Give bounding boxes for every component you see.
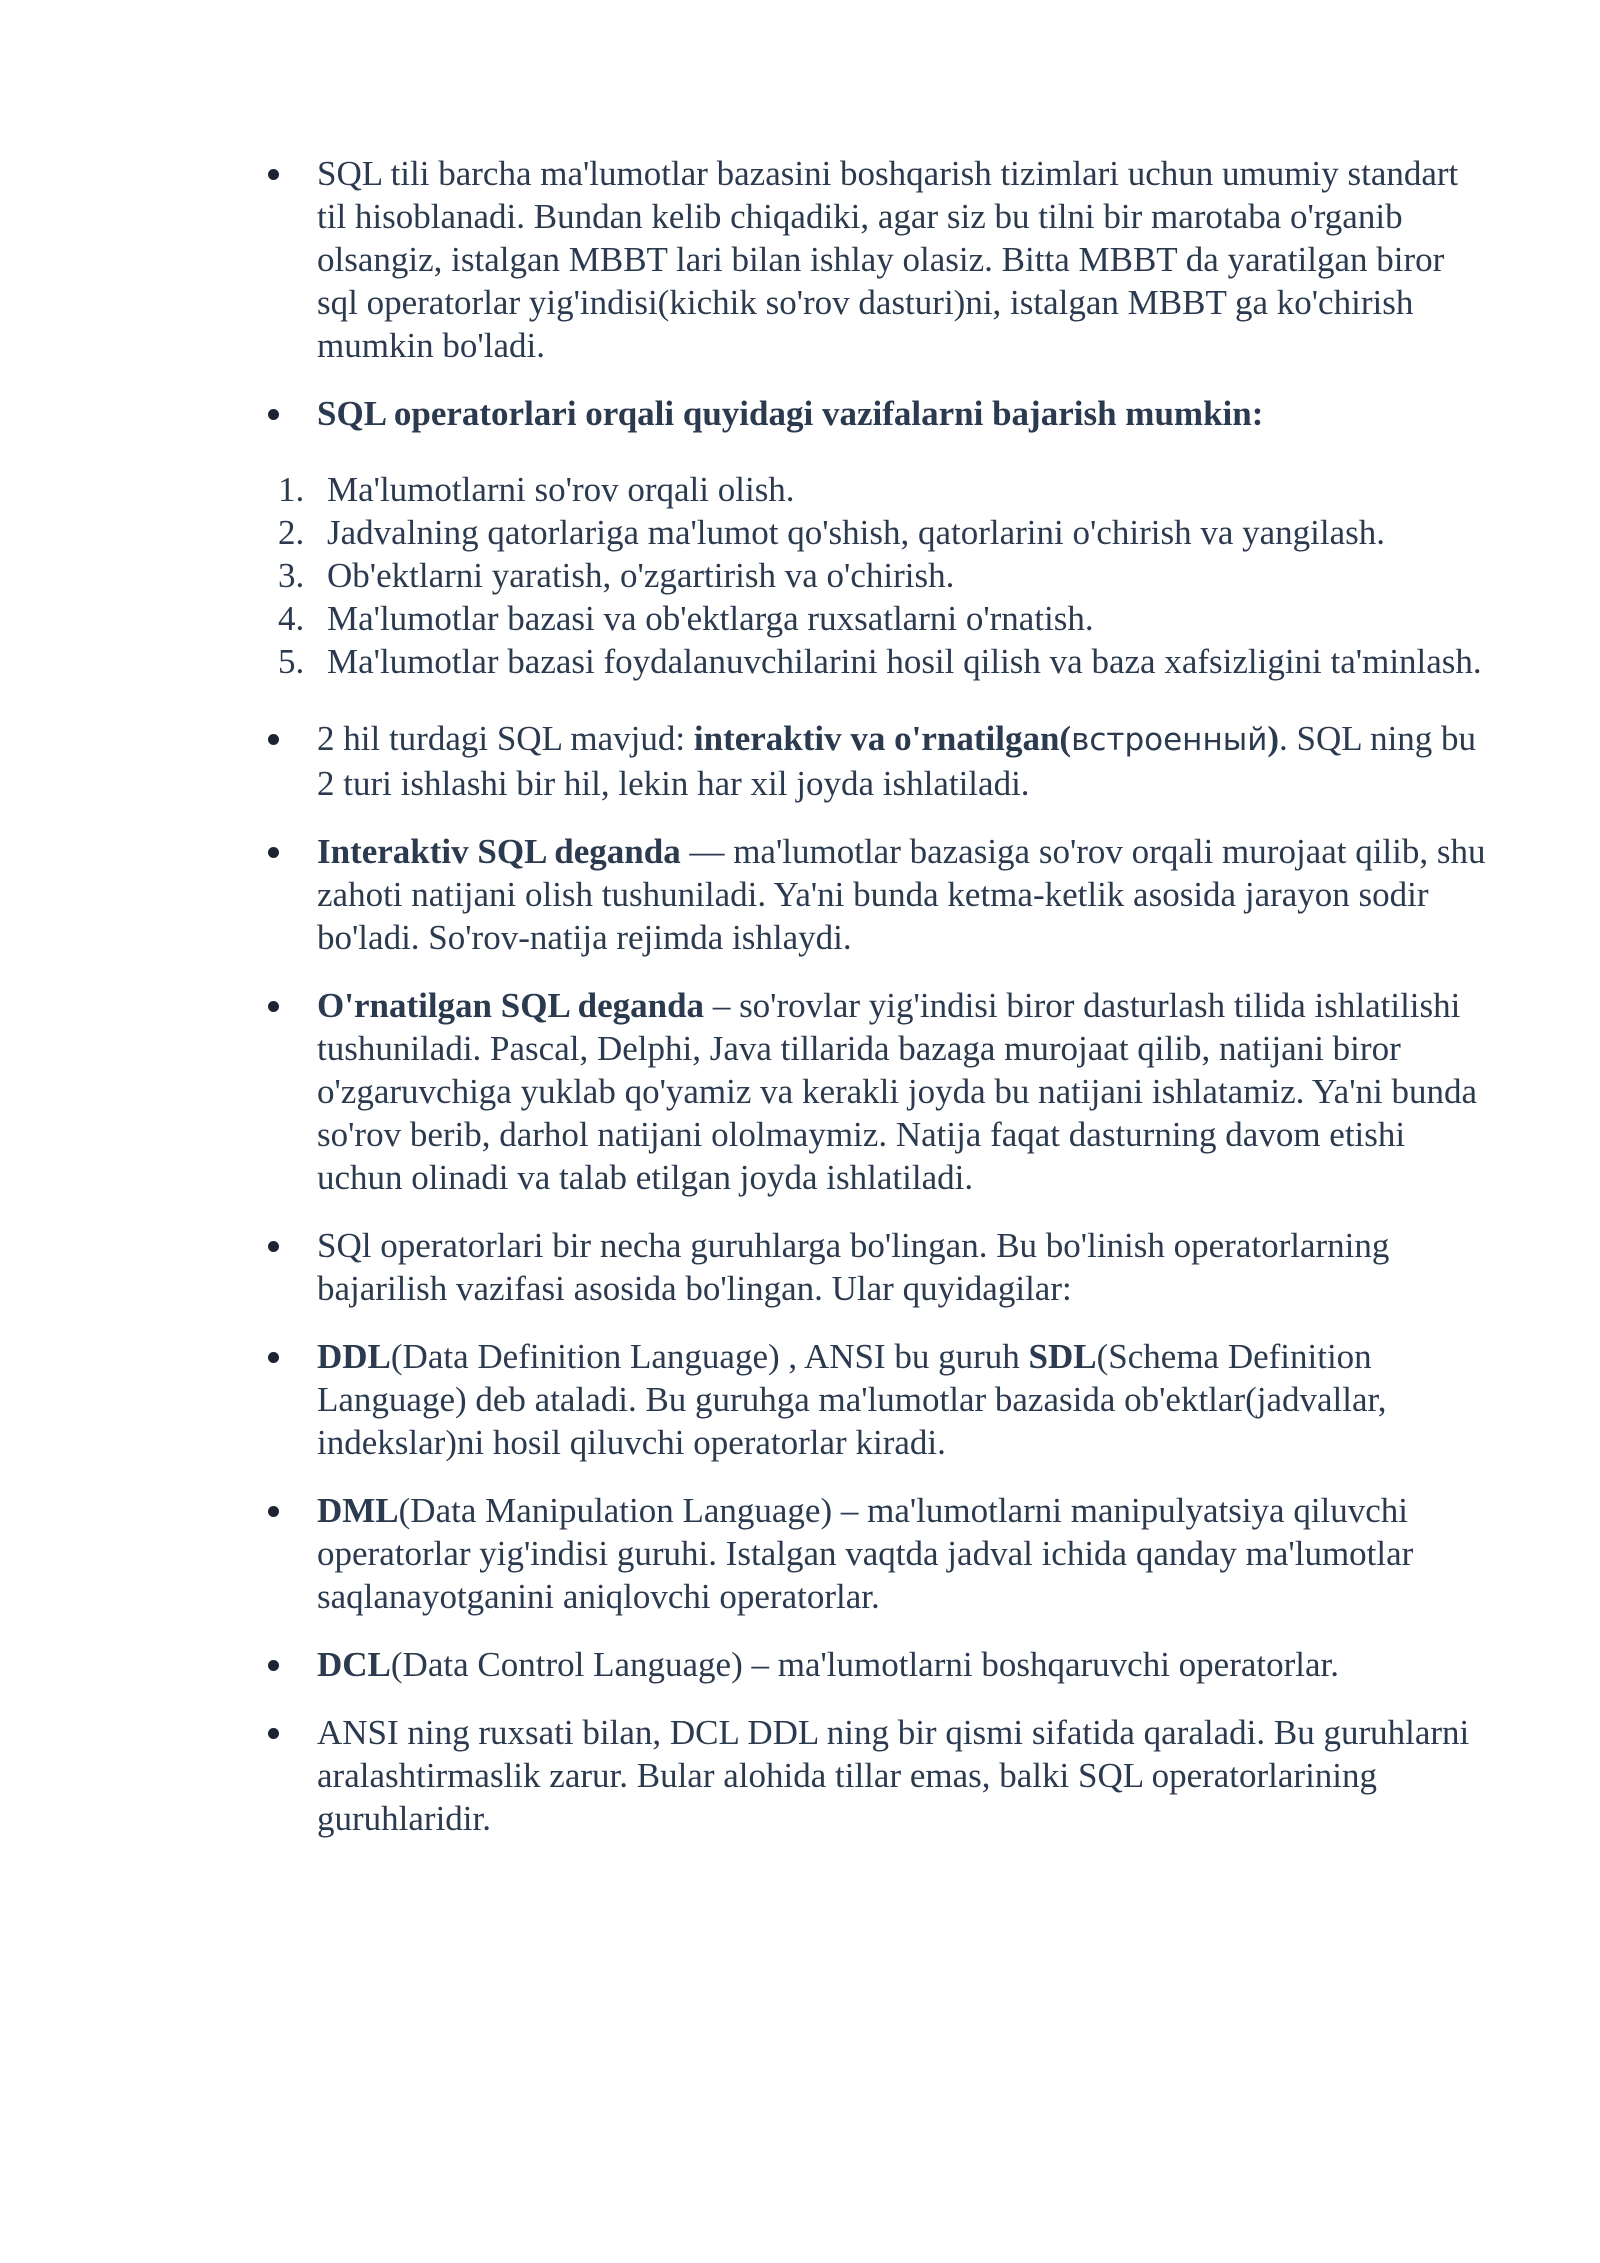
bold-text: interaktiv va o'rnatilgan( bbox=[693, 719, 1072, 758]
list-item bbox=[268, 597, 1490, 640]
paragraph-sql-standard bbox=[268, 152, 1490, 367]
bold-term: DDL bbox=[317, 1337, 391, 1376]
paragraph-tasks-heading bbox=[268, 392, 1490, 435]
paragraph-interactive-sql bbox=[268, 830, 1490, 959]
paragraph-dml bbox=[268, 1489, 1490, 1618]
paragraph-text: ANSI ning ruxsati bilan, DCL DDL ning bir qismi sifatida qaraladi. Bu guruhlarni aralashtirmaslik zarur. Bular alohida tillar emas, balki SQL operatorlarining guruhlaridir. bbox=[317, 1713, 1470, 1838]
list-item-text: Ob'ektlarni yaratish, o'zgartirish va o'chirish. bbox=[327, 556, 955, 595]
russian-term: встроенный bbox=[1071, 722, 1268, 758]
paragraph-operator-groups bbox=[268, 1224, 1490, 1310]
paragraph-text: (Data Manipulation Language) – ma'lumotlarni manipulyatsiya qiluvchi operatorlar yig'indisi guruhi. Istalgan vaqtda jadval ichida qanday ma'lumotlar saqlanayotganini aniqlovchi operatorlar. bbox=[317, 1491, 1414, 1616]
paragraph-text: SQl operatorlari bir necha guruhlarga bo'lingan. Bu bo'linish operatorlarning bajarilish vazifasi asosida bo'lingan. Ular quyidagilar: bbox=[317, 1226, 1390, 1308]
paragraph-ddl bbox=[268, 1335, 1490, 1464]
bold-term: O'rnatilgan SQL deganda bbox=[317, 986, 705, 1025]
paragraph-dcl bbox=[268, 1643, 1490, 1686]
heading-text: SQL operatorlari orqali quyidagi vazifalarni bajarish mumkin: bbox=[317, 394, 1264, 433]
list-number: 3. bbox=[278, 556, 305, 595]
list-item-text: Ma'lumotlar bazasi foydalanuvchilarini hosil qilish va baza xafsizligini ta'minlash. bbox=[327, 642, 1482, 681]
paragraph-text: (Data Definition Language) , ANSI bu guruh bbox=[390, 1337, 1029, 1376]
list-item-text: Ma'lumotlar bazasi va ob'ektlarga ruxsatlarni o'rnatish. bbox=[327, 599, 1094, 638]
paragraph-ansi bbox=[268, 1711, 1490, 1840]
list-number: 1. bbox=[278, 470, 305, 509]
list-item bbox=[268, 511, 1490, 554]
tasks-list bbox=[268, 468, 1490, 683]
list-number: 4. bbox=[278, 599, 305, 638]
paragraph-sql-types bbox=[268, 717, 1490, 805]
bold-term: DML bbox=[317, 1491, 399, 1530]
paragraph-text: (Schema Definition Language) deb ataladi. Bu guruhga ma'lumotlar bazasida ob'ektlar(jadvallar, indekslar)ni hosil qiluvchi operatorlar kiradi. bbox=[317, 1337, 1387, 1462]
paragraph-embedded-sql bbox=[268, 984, 1490, 1199]
list-item-text: Jadvalning qatorlariga ma'lumot qo'shish, qatorlarini o'chirish va yangilash. bbox=[327, 513, 1385, 552]
list-item bbox=[268, 468, 1490, 511]
paragraph-text: SQL tili barcha ma'lumotlar bazasini boshqarish tizimlari uchun umumiy standart til hisoblanadi. Bundan kelib chiqadiki, agar siz bu tilni bir marotaba o'rganib olsangiz, istalgan MBBT lari bilan ishlay olasiz. Bitta MBBT da yaratilgan biror sql operatorlar yig'indisi(kichik so'rov dasturi)ni, istalgan MBBT ga ko'chirish mumkin bo'ladi. bbox=[317, 154, 1459, 365]
bold-term: SDL bbox=[1028, 1337, 1097, 1376]
list-number: 2. bbox=[278, 513, 305, 552]
paragraph-text: — ma'lumotlar bazasiga so'rov orqali murojaat qilib, shu zahoti natijani olish tushuniladi. Ya'ni bunda ketma-ketlik asosida jarayon sodir bo'ladi. So'rov-natija rejimda ishlaydi. bbox=[317, 832, 1486, 957]
text-suffix: . SQL ning bu 2 turi ishlashi bir hil, lekin har xil joyda ishlatiladi. bbox=[317, 719, 1477, 803]
bold-close: ) bbox=[1267, 719, 1279, 758]
paragraph-text: – so'rovlar yig'indisi biror dasturlash tilida ishlatilishi tushuniladi. Pascal, Delphi, Java tillarida bazaga murojaat qilib, natijani biror o'zgaruvchiga yuklab qo'yamiz va kerakli joyda bu natijani ishlatamiz. Ya'ni bunda so'rov berib, darhol natijani ololmaymiz. Natija faqat dasturning davom etishi uchun olinadi va talab etilgan joyda ishlatiladi. bbox=[317, 986, 1478, 1197]
list-item bbox=[268, 554, 1490, 597]
bold-term: Interaktiv SQL deganda bbox=[317, 832, 681, 871]
bold-term: DCL bbox=[317, 1645, 391, 1684]
text-prefix: 2 hil turdagi SQL mavjud: bbox=[317, 719, 694, 758]
list-item bbox=[268, 640, 1490, 683]
list-number: 5. bbox=[278, 642, 305, 681]
paragraph-text: (Data Control Language) – ma'lumotlarni boshqaruvchi operatorlar. bbox=[390, 1645, 1339, 1684]
list-item-text: Ma'lumotlarni so'rov orqali olish. bbox=[327, 470, 795, 509]
